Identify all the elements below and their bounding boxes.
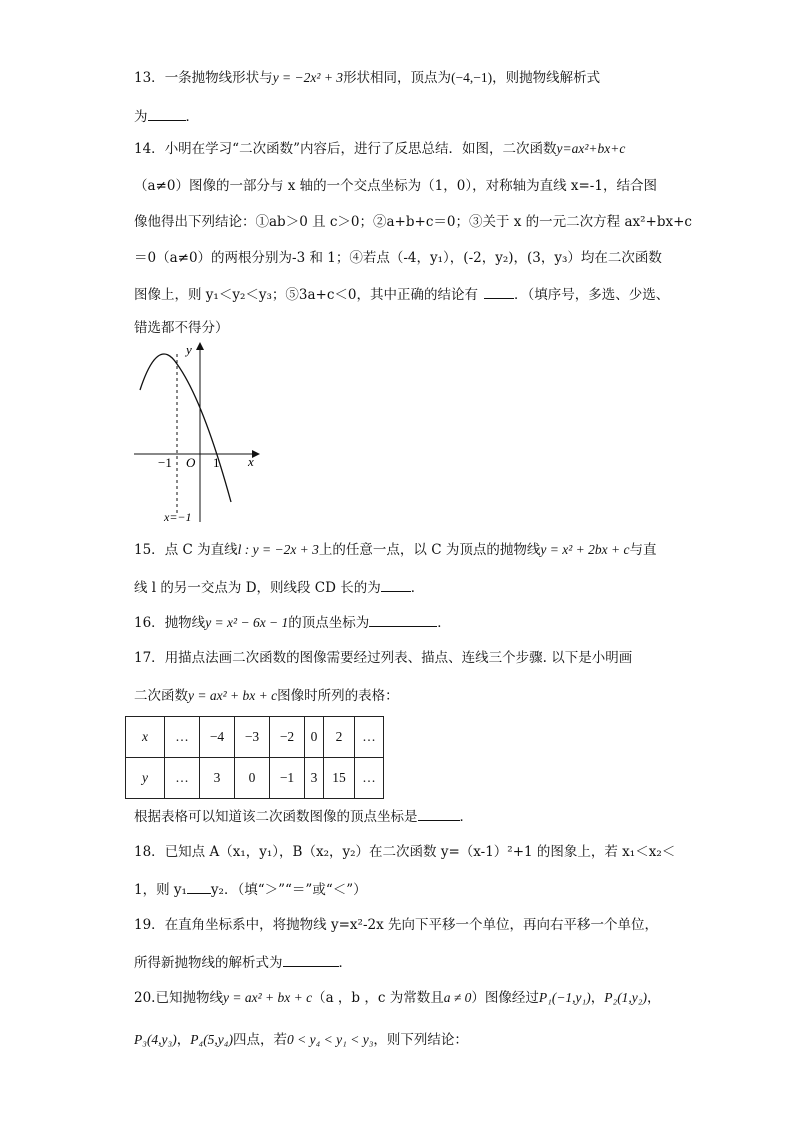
q14-line1: 14．小明在学习“二次函数”内容后，进行了反思总结．如图，二次函数y=ax²+bx+c xyxy=(134,141,626,157)
q20-line2: P₃(4,y₃)，P₄(5,y₄)四点，若0 < y₄ < y₁ < y₃，则下列结论： xyxy=(134,1032,468,1048)
q15-line2: 线 l 的另一交点为 D，则线段 CD 长的为 ． xyxy=(134,577,424,598)
q13-answer-blank[interactable] xyxy=(148,106,186,121)
q17-number: 17． xyxy=(134,650,165,666)
table-row-x xyxy=(126,717,384,758)
q14-answer-blank[interactable] xyxy=(484,284,514,299)
q14-line6: 错选都不得分） xyxy=(134,320,229,336)
q17-line2: 二次函数y = ax² + bx + c图像时所列的表格： xyxy=(134,688,399,704)
table-cell: … xyxy=(355,758,384,799)
q15-number: 15． xyxy=(134,542,165,558)
q20-point-p2: P₂(1,y₂) xyxy=(604,990,647,1005)
q20-point-p3: P₃(4,y₃) xyxy=(134,1032,177,1047)
table-cell: −2 xyxy=(270,717,305,758)
q14-line5: 图像上，则 y₁＜y₂＜y₃；⑤3a+c＜0，其中正确的结论有 ．（填序号，多选、少选、 xyxy=(134,284,669,305)
table-cell: 0 xyxy=(235,758,270,799)
q18-line2: 1，则 y₁ y₂．（填“＞”“＝”或“＜”） xyxy=(134,879,367,900)
table-cell: 0 xyxy=(305,717,324,758)
q14-parabola-graph xyxy=(128,340,268,530)
table-cell: 15 xyxy=(324,758,355,799)
y-axis-label: y xyxy=(186,342,192,357)
q15-line1: 15．点 C 为直线l : y = −2x + 3上的任意一点，以 C 为顶点的抛物线y = x² + 2bx + c与直 xyxy=(134,542,657,558)
q20-number: 20. xyxy=(134,990,156,1006)
q20-line1: 20.已知抛物线y = ax² + bx + c（a ，b ，c 为常数且a ≠ 0）图像经过P₁(−1,y₁)，P₂(1,y₂)， xyxy=(134,990,661,1006)
table-cell: … xyxy=(165,758,200,799)
q13-vertex: (−4,−1) xyxy=(451,70,493,85)
q17-value-table xyxy=(125,716,384,799)
q14-func: y=ax²+bx+c xyxy=(556,141,626,156)
table-cell: … xyxy=(355,717,384,758)
table-cell: −4 xyxy=(200,717,235,758)
q16-answer-blank[interactable] xyxy=(369,612,437,627)
tick-1-label: 1 xyxy=(213,455,220,470)
q13-given-func: y = −2x² + 3 xyxy=(272,70,344,85)
q17-func: y = ax² + bx + c xyxy=(188,688,278,703)
x-axis-label: x xyxy=(248,454,254,469)
q19-line1: 19．在直角坐标系中，将抛物线 y=x²-2x 先向下平移一个单位，再向右平移一个单位， xyxy=(134,917,658,933)
q18-number: 18． xyxy=(134,844,165,860)
parabola-curve xyxy=(140,354,231,502)
q15-answer-blank[interactable] xyxy=(381,577,411,592)
table-cell: 3 xyxy=(200,758,235,799)
q14-number: 14． xyxy=(134,141,165,157)
q19-number: 19． xyxy=(134,917,165,933)
q14-line3: 像他得出下列结论：①ab＞0 且 c＞0；②a+b+c＝0；③关于 x 的一元二次方程 ax²+bx+c xyxy=(134,214,692,230)
q19-answer-blank[interactable] xyxy=(283,952,339,967)
q16-number: 16． xyxy=(134,615,165,631)
table-cell: −1 xyxy=(270,758,305,799)
q20-point-p1: P₁(−1,y₁) xyxy=(538,990,591,1005)
q17-answer-blank[interactable] xyxy=(418,806,460,821)
q16-line: 16．抛物线y = x² − 6x − 1的顶点坐标为 ． xyxy=(134,612,451,633)
q20-point-p4: P₄(5,y₄) xyxy=(190,1032,233,1047)
table-cell: 2 xyxy=(324,717,355,758)
table-cell: −3 xyxy=(235,717,270,758)
table-cell: x xyxy=(126,717,165,758)
q15-line-eq: l : y = −2x + 3 xyxy=(237,542,319,557)
q17-line3: 根据表格可以知道该二次函数图像的顶点坐标是 ． xyxy=(134,806,473,827)
q14-line2: （a≠0）图像的一部分与 x 轴的一个交点坐标为（1，0），对称轴为直线 x=-1，结合图 xyxy=(134,178,657,194)
table-cell: y xyxy=(126,758,165,799)
q20-cond: a ≠ 0 xyxy=(443,990,472,1005)
table-cell: 3 xyxy=(305,758,324,799)
q19-line2: 所得新抛物线的解析式为 ． xyxy=(134,952,352,973)
q13-line2: 为 ． xyxy=(134,106,199,127)
q16-func: y = x² − 6x − 1 xyxy=(205,615,289,630)
origin-label: O xyxy=(186,455,196,470)
q18-line1: 18．已知点 A（x₁，y₁），B（x₂，y₂）在二次函数 y=（x-1）²+1 的图象上，若 x₁＜x₂＜ xyxy=(134,844,676,860)
table-cell: … xyxy=(165,717,200,758)
table-row-y xyxy=(126,758,384,799)
q20-inequality: 0 < y₄ < y₁ < y₃ xyxy=(287,1032,374,1047)
tick-neg1-label: −1 xyxy=(158,455,172,470)
q14-line4: ＝0（a≠0）的两根分别为-3 和 1；④若点（-4，y₁），(-2，y₂)，(3，y₃）均在二次函数 xyxy=(134,250,662,266)
q20-func: y = ax² + bx + c xyxy=(222,990,313,1005)
q15-parabola: y = x² + 2bx + c xyxy=(540,542,630,557)
q17-line1: 17．用描点法画二次函数的图像需要经过列表、描点、连线三个步骤. 以下是小明画 xyxy=(134,650,633,666)
q13-line1: 13．一条抛物线形状与y = −2x² + 3形状相同，顶点为(−4,−1)，则抛物线解析式 xyxy=(134,70,601,86)
symmetry-axis-label: x=−1 xyxy=(164,510,192,524)
y-axis-arrow xyxy=(196,342,204,350)
q13-number: 13． xyxy=(134,70,165,86)
q18-answer-blank[interactable] xyxy=(187,879,211,894)
